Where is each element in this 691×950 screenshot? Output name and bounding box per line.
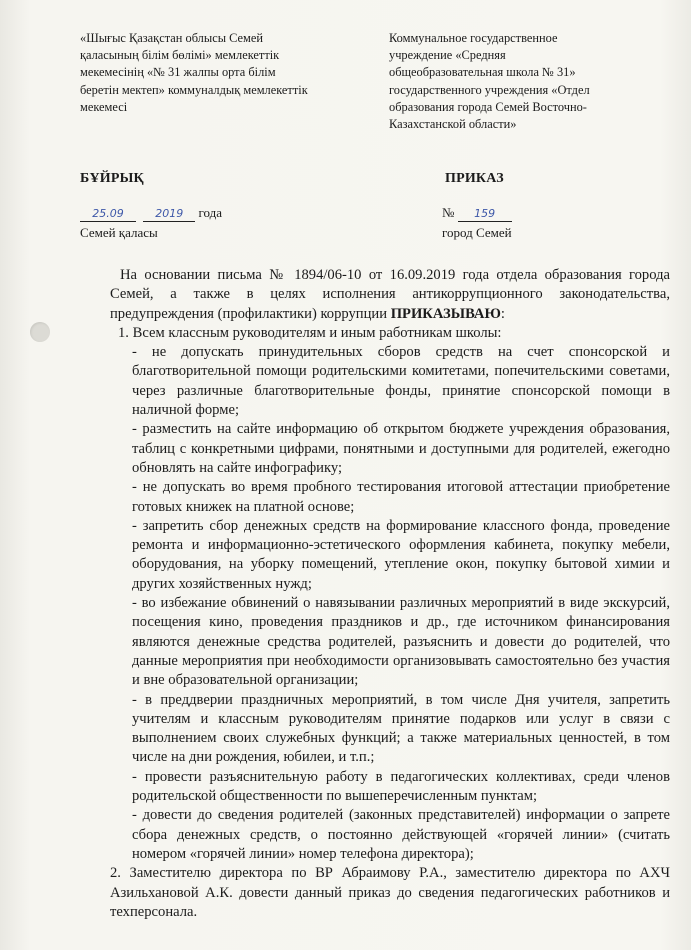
header-ru-line: государственного учреждения «Отдел — [389, 82, 590, 97]
order-number — [442, 205, 512, 222]
order-body — [110, 266, 670, 922]
item-1-heading: 1. Всем классным руководителям и иным работникам школы: — [118, 324, 502, 341]
intro-text: На основании письма № 1894/06-10 от 16.09.2019 года отдела образования города Семей, а также в целях исполнения антикоррупционного законодательства, предупреждения (профилактики) коррупции — [110, 267, 670, 322]
title-ru: ПРИКАЗ — [445, 171, 504, 186]
list-item: - запретить сбор денежных средств на формирование классного фонда, проведение ремонта и информационно-эстетического оформления кабинета, покупку мебели, оборудования, на уборку помещений, утепление окон, покупку бытовой химии и других хозяйственных нужд; — [132, 517, 670, 592]
intro-end: : — [500, 305, 505, 322]
header-kz-line: қаласының білім бөлімі» мемлекеттік — [80, 48, 280, 63]
date-day-month: 25.09 — [92, 207, 124, 220]
header-kz-line: мекемесі — [80, 99, 128, 114]
list-item: - не допускать принудительных сборов средств на счет спонсорской и благотворительной помощи родительскими комитетами, попечительскими советами, через различные благотворительные фонды, принятие спонсорской помощи в наличной форме; — [132, 344, 670, 419]
header-ru — [389, 30, 669, 133]
number-prefix: № — [442, 205, 455, 220]
header-kz-line: мекемесінің «№ 31 жалпы орта білім — [80, 65, 276, 80]
item-2: 2. Заместителю директора по ВР Абраимову Р.А., заместителю директора по АХЧ Азильхановой А.К. довести данный приказ до сведения педагогических работников и техперсонала. — [110, 865, 670, 920]
header-ru-line: общеобразовательная школа № 31» — [389, 65, 576, 80]
place-kz: Семей қаласы — [80, 225, 158, 240]
number-value: 159 — [474, 207, 496, 220]
title-kz: БҰЙРЫҚ — [80, 171, 144, 186]
header-ru-line: Казахстанской области» — [389, 117, 517, 132]
header-ru-line: учреждение «Средняя — [389, 48, 506, 63]
list-item: - во избежание обвинений о навязывании различных мероприятий в виде экскурсий, посещения кино, проведения праздников и др., где источником финансирования являются денежные средства родителей, разъяснить и довести до родителей, что данные мероприятия при необходимости организовывать самостоятельно без участия и вне образовательной организации; — [132, 595, 670, 689]
header-kz-line: беретін мектеп» коммуналдық мемлекеттік — [80, 82, 308, 97]
order-date — [80, 205, 222, 222]
item-1-list — [132, 343, 670, 864]
header-ru-line: Коммунальное государственное — [389, 31, 558, 45]
intro-paragraph — [110, 266, 670, 324]
order-keyword: ПРИКАЗЫВАЮ — [390, 305, 501, 322]
list-item: - довести до сведения родителей (законных представителей) информации о запрете сбора денежных средств, о постоянно действующей «горячей линии» (считать номером «горячей линии» номер телефона директора); — [132, 807, 670, 862]
list-item: - провести разъяснительную работу в педагогических коллективах, среди членов родительской общественности по вышеперечисленным пунктам; — [132, 768, 670, 805]
list-item: - в преддверии праздничных мероприятий, в том числе Дня учителя, запретить учителям и классным руководителям принятие подарков или услуг в связи с выполнением своих служебных функций; а также материальных ценностей, в том числе на дни рождения, юбилеи, и т.п.; — [132, 691, 670, 766]
list-item: - не допускать во время пробного тестирования итоговой аттестации приобретение готовых книжек на платной основе; — [132, 479, 670, 515]
list-item: - разместить на сайте информацию об открытом бюджете учреждения образования, таблиц с конкретными цифрами, понятными и доступными для родителей, ежегодно обновлять на сайте инфографику; — [132, 421, 670, 476]
punch-hole — [30, 322, 50, 342]
header-ru-line: образования города Семей Восточно- — [389, 99, 587, 114]
header-kz-line: «Шығыс Қазақстан облысы Семей — [80, 31, 264, 45]
date-suffix: года — [198, 205, 223, 220]
place-ru: город Семей — [442, 225, 512, 240]
header-kz — [80, 30, 370, 116]
date-year: 2019 — [155, 207, 184, 220]
